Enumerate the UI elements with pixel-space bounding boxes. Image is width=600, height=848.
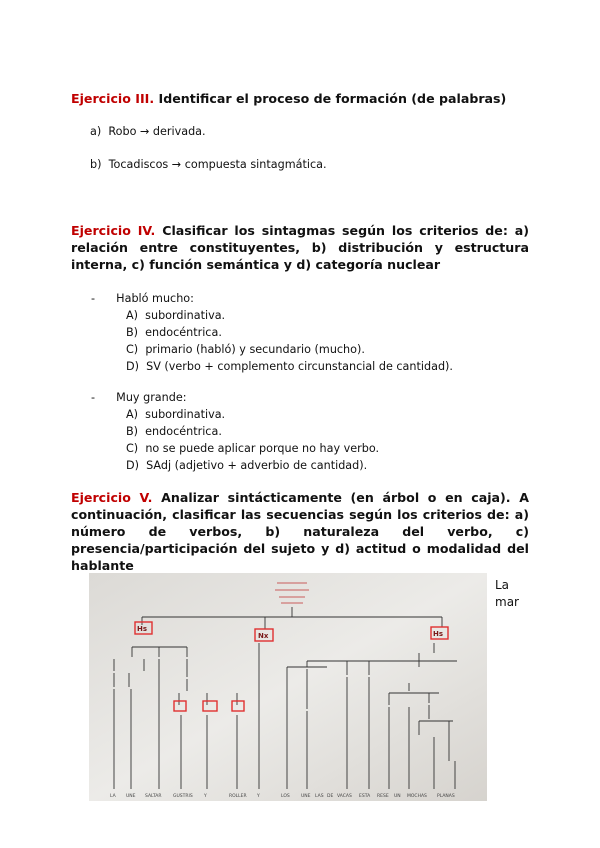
phrase-item: - Muy grande: bbox=[91, 391, 187, 404]
tree-leaf: LOS bbox=[281, 794, 290, 799]
phrase-item: - Habló mucho: bbox=[91, 292, 194, 305]
side-note: La mar bbox=[495, 578, 519, 609]
tree-box-label: Hs bbox=[137, 625, 148, 633]
tree-leaf: LA bbox=[110, 794, 116, 799]
tree-leaf: UNE bbox=[126, 794, 136, 799]
exercise-3-heading bbox=[71, 90, 531, 107]
list-item: b) Tocadiscos → compuesta sintagmática. bbox=[90, 158, 327, 171]
answer-item: D) SAdj (adjetivo + adverbio de cantidad). bbox=[126, 459, 368, 472]
tree-leaf: RESE bbox=[377, 794, 389, 799]
exercise-4-heading bbox=[71, 222, 529, 273]
answer-item: C) primario (habló) y secundario (mucho). bbox=[126, 343, 365, 356]
tree-leaf: Y bbox=[204, 794, 207, 799]
tree-leaf: PLANAS bbox=[437, 794, 455, 799]
exercise-5-heading bbox=[71, 489, 529, 574]
tree-leaf: LAS bbox=[315, 794, 324, 799]
tree-leaf: GUSTRIS bbox=[173, 794, 193, 799]
tree-leaf: ROLLER bbox=[229, 794, 247, 799]
exercise-3-title: Identificar el proceso de formación (de palabras) bbox=[154, 91, 507, 106]
exercise-4-label: Ejercicio IV. bbox=[71, 223, 156, 238]
answer-item: D) SV (verbo + complemento circunstancial de cantidad). bbox=[126, 360, 453, 373]
tree-leaf: SALTAR bbox=[145, 794, 162, 799]
exercise-5-label: Ejercicio V. bbox=[71, 490, 153, 505]
tree-leaf: ESTA bbox=[359, 794, 371, 799]
answer-item: C) no se puede aplicar porque no hay verbo. bbox=[126, 442, 380, 455]
answer-item: B) endocéntrica. bbox=[126, 326, 222, 339]
answer-item: A) subordinativa. bbox=[126, 309, 226, 322]
syntax-tree-photo bbox=[89, 573, 487, 801]
answer-item: B) endocéntrica. bbox=[126, 425, 222, 438]
tree-leaf: MOCHAS bbox=[407, 794, 427, 799]
list-item: a) Robo → derivada. bbox=[90, 125, 206, 138]
tree-leaf: UNE bbox=[301, 794, 311, 799]
exercise-4-title: Clasificar los sintagmas según los criterios de: a) relación entre constituyentes, b) distribución y estructura interna, c) función semántica y d) categoría nuclear bbox=[71, 223, 529, 272]
tree-leaf: VACAS bbox=[337, 794, 352, 799]
tree-leaf: Y bbox=[257, 794, 260, 799]
tree-box-label: Nx bbox=[258, 632, 269, 640]
exercise-5-title: Analizar sintácticamente (en árbol o en caja). A continuación, clasificar las secuencias según los criterios de: a) número de verbos, b) naturaleza del verbo, c) presencia/participación del sujeto y d) actitud o modalidad del hablante bbox=[71, 490, 529, 573]
exercise-3-label: Ejercicio III. bbox=[71, 91, 155, 106]
answer-item: A) subordinativa. bbox=[126, 408, 226, 421]
tree-leaf: DE bbox=[327, 794, 334, 799]
tree-box-label: Hs bbox=[433, 630, 444, 638]
tree-leaf: UN bbox=[394, 794, 401, 799]
syntax-tree-drawing bbox=[89, 573, 487, 801]
